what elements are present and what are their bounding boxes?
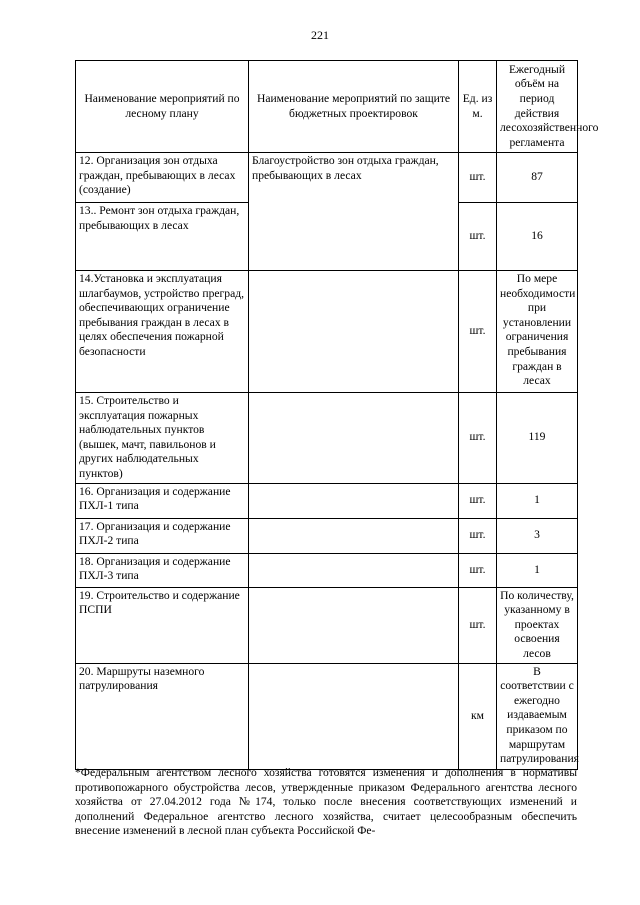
table-row [76, 553, 578, 587]
table-row [76, 271, 578, 393]
unit-cell: шт. [459, 271, 497, 393]
plan-cell: 12. Организация зон отдыха граждан, пребывающих в лесах (создание) [76, 153, 249, 203]
unit-cell: км [459, 663, 497, 769]
volume-cell: 119 [497, 393, 578, 484]
budget-cell [249, 271, 459, 393]
plan-cell: 15. Строительство и эксплуатация пожарных наблюдательных пунктов (вышек, мачт, павильонов и других наблюдательных пунктов) [76, 393, 249, 484]
plan-cell: 14.Установка и эксплуатация шлагбаумов, устройство преград, обеспечивающих ограничение пребывания граждан в лесах в целях обеспечения пожарной безопасности [76, 271, 249, 393]
volume-cell: По мере необходимости при установлении ограничения пребывания граждан в лесах [497, 271, 578, 393]
plan-cell: 19. Строительство и содержание ПСПИ [76, 587, 249, 663]
plan-cell: 17. Организация и содержание ПХЛ-2 типа [76, 518, 249, 553]
budget-cell-merged: Благоустройство зон отдыха граждан, пребывающих в лесах [249, 153, 459, 271]
volume-cell: В соответствии с ежегодно издаваемым приказом по маршрутам патрулирования [497, 663, 578, 769]
volume-cell: По количеству, указанному в проектах освоения лесов [497, 587, 578, 663]
plan-cell: 18. Организация и содержание ПХЛ-3 типа [76, 553, 249, 587]
unit-cell: шт. [459, 553, 497, 587]
plan-cell: 20. Маршруты наземного патрулирования [76, 663, 249, 769]
unit-cell: шт. [459, 153, 497, 203]
volume-cell: 3 [497, 518, 578, 553]
table-row [76, 483, 578, 518]
header-volume: Ежегодный объём на период действия лесохозяйственного регламента [497, 61, 578, 153]
volume-cell: 16 [497, 203, 578, 271]
budget-cell [249, 663, 459, 769]
page-number: 221 [311, 28, 329, 42]
budget-cell [249, 518, 459, 553]
volume-cell: 1 [497, 483, 578, 518]
header-plan: Наименование мероприятий по лесному плану [76, 61, 249, 153]
budget-cell [249, 553, 459, 587]
budget-cell [249, 483, 459, 518]
unit-cell: шт. [459, 518, 497, 553]
unit-cell: шт. [459, 587, 497, 663]
plan-cell: 16. Организация и содержание ПХЛ-1 типа [76, 483, 249, 518]
table-row [76, 518, 578, 553]
activities-table [75, 60, 599, 770]
plan-cell: 13.. Ремонт зон отдыха граждан, пребывающих в лесах [76, 203, 249, 271]
table-row [76, 153, 578, 203]
volume-cell: 1 [497, 553, 578, 587]
unit-cell: шт. [459, 203, 497, 271]
budget-cell [249, 393, 459, 484]
table-row [76, 393, 578, 484]
unit-cell: шт. [459, 393, 497, 484]
header-budget: Наименование мероприятий по защите бюджетных проектировок [249, 61, 459, 153]
budget-cell [249, 587, 459, 663]
header-unit: Ед. из м. [459, 61, 497, 153]
unit-cell: шт. [459, 483, 497, 518]
table-row [76, 587, 578, 663]
volume-cell: 87 [497, 153, 578, 203]
footnote-text: *Федеральным агентством лесного хозяйства готовятся изменения и дополнения в нормативы противопожарного обустройства лесов, утвержденные приказом Федерального агентства лесного хозяйства от 27.04.2012 года №174, только после внесения соответствующих изменений и дополнений Федеральное агентство лесного хозяйства, считает целесообразным обеспечить внесение изменений в лесной план субъекта Российской Фе- [75, 766, 577, 838]
table-header-row [76, 61, 578, 153]
table-row [76, 663, 578, 769]
